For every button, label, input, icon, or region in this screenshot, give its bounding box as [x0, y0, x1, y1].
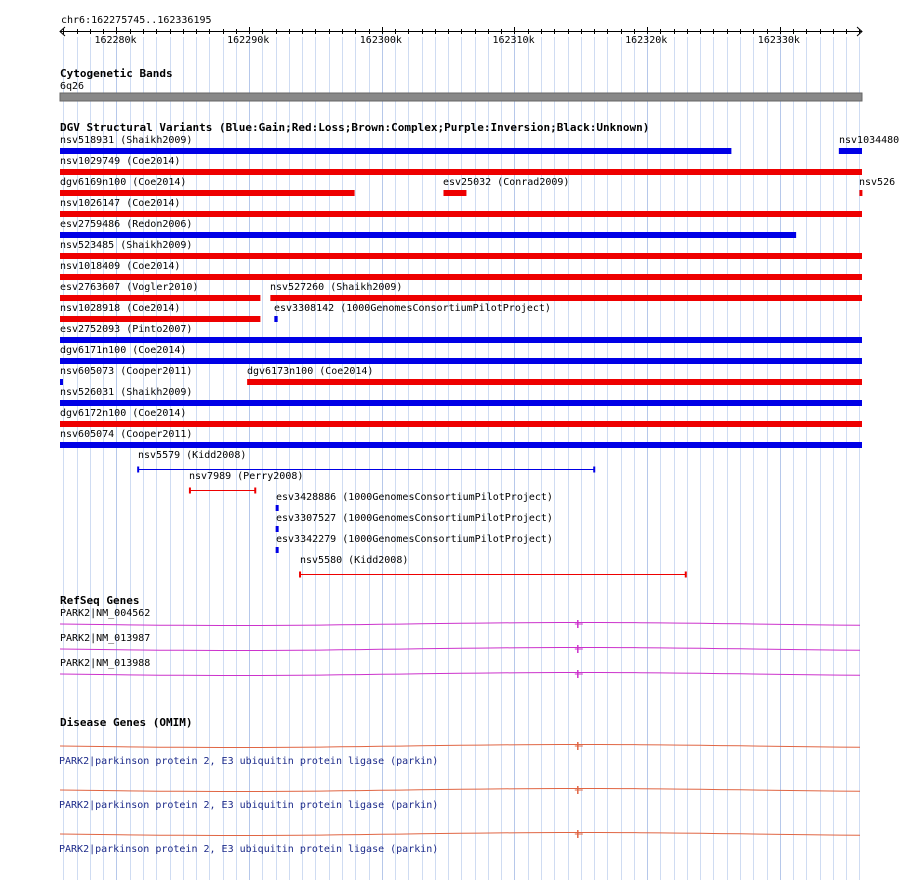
dgv-feature-label[interactable]: nsv1034480 [839, 135, 899, 146]
dgv-feature-label[interactable]: nsv527260 (Shaikh2009) [270, 282, 403, 293]
cytoband-label: 6q26 [60, 81, 85, 92]
dgv-feature-bar [60, 316, 260, 322]
dgv-feature-bar [189, 488, 255, 494]
dgv-feature-label[interactable]: nsv526031 (Shaikh2009) [60, 387, 193, 398]
exon-marker [575, 786, 583, 794]
dgv-feature-bar [859, 190, 862, 196]
exon-marker [575, 670, 583, 678]
ruler-tick-label: 162290k [227, 35, 270, 46]
omim-gene-line [60, 789, 860, 792]
dgv-feature-label[interactable]: nsv605074 (Cooper2011) [60, 429, 193, 440]
dgv-feature-label[interactable]: nsv1018409 (Coe2014) [60, 261, 181, 272]
refseq-gene-label[interactable]: PARK2|NM_004562 [60, 608, 151, 619]
exon-marker [575, 742, 583, 750]
dgv-feature-bar [60, 400, 862, 406]
ruler-tick-label: 162300k [359, 35, 402, 46]
dgv-feature-label[interactable]: esv3428886 (1000GenomesConsortiumPilotProject) [276, 492, 553, 503]
ruler-tick-label: 162330k [757, 35, 800, 46]
dgv-feature-bar [270, 295, 862, 301]
omim-gene-line [60, 833, 860, 836]
dgv-feature-bar [276, 505, 279, 511]
exon-marker [575, 830, 583, 838]
dgv-feature-label[interactable]: dgv6171n100 (Coe2014) [60, 345, 187, 356]
dgv-feature-label[interactable]: nsv5580 (Kidd2008) [300, 555, 409, 566]
dgv-feature-bar [60, 232, 796, 238]
dgv-feature-label[interactable]: dgv6173n100 (Coe2014) [247, 366, 374, 377]
refseq-gene-label[interactable]: PARK2|NM_013988 [60, 658, 151, 669]
refseq-gene-label[interactable]: PARK2|NM_013987 [60, 633, 151, 644]
dgv-feature-label[interactable]: esv2759486 (Redon2006) [60, 219, 193, 230]
omim-track-title: Disease Genes (OMIM) [60, 716, 193, 729]
refseq-gene-line [60, 623, 860, 626]
dgv-feature-bar [276, 526, 279, 532]
dgv-feature-bar [60, 421, 862, 427]
dgv-feature-bar [274, 316, 277, 322]
cytoband-bar [60, 93, 862, 101]
exon-marker [575, 620, 583, 628]
refseq-gene-line [60, 648, 860, 651]
dgv-feature-bar [60, 169, 862, 175]
dgv-feature-bar [60, 358, 862, 364]
dgv-feature-label[interactable]: nsv1029749 (Coe2014) [60, 156, 181, 167]
dgv-feature-label[interactable]: nsv7989 (Perry2008) [189, 471, 304, 482]
dgv-feature-label[interactable]: esv3307527 (1000GenomesConsortiumPilotProject) [276, 513, 553, 524]
exon-marker [575, 645, 583, 653]
dgv-feature-bar [60, 442, 862, 448]
dgv-feature-bar [247, 379, 862, 385]
dgv-feature-bar [839, 148, 862, 154]
dgv-feature-label[interactable]: nsv518931 (Shaikh2009) [60, 135, 193, 146]
dgv-feature-label[interactable]: dgv6172n100 (Coe2014) [60, 408, 187, 419]
dgv-feature-bar [138, 467, 595, 473]
dgv-feature-bar [60, 253, 862, 259]
dgv-feature-bar [60, 337, 862, 343]
dgv-feature-label[interactable]: nsv1026147 (Coe2014) [60, 198, 181, 209]
dgv-feature-label[interactable]: nsv1028918 (Coe2014) [60, 303, 181, 314]
refseq-gene-line [60, 673, 860, 676]
location-label: chr6:162275745..162336195 [61, 15, 212, 26]
dgv-feature-bar [60, 295, 260, 301]
dgv-feature-bar [443, 190, 466, 196]
dgv-feature-label[interactable]: dgv6169n100 (Coe2014) [60, 177, 187, 188]
dgv-feature-label[interactable]: esv3342279 (1000GenomesConsortiumPilotProject) [276, 534, 553, 545]
dgv-feature-bar [60, 211, 862, 217]
dgv-feature-label[interactable]: esv3308142 (1000GenomesConsortiumPilotProject) [274, 303, 551, 314]
ruler-tick-label: 162280k [94, 35, 137, 46]
dgv-feature-label[interactable]: esv25032 (Conrad2009) [443, 177, 570, 188]
ruler-tick-label: 162320k [625, 35, 668, 46]
dgv-feature-bar [60, 379, 63, 385]
dgv-feature-bar [60, 190, 355, 196]
dgv-feature-bar [60, 274, 862, 280]
ruler-tick-label: 162310k [492, 35, 535, 46]
dgv-track-title: DGV Structural Variants (Blue:Gain;Red:Loss;Brown:Complex;Purple:Inversion;Black:Unknown) [60, 121, 650, 134]
dgv-feature-label[interactable]: nsv526 [859, 177, 896, 188]
omim-gene-line [60, 745, 860, 748]
dgv-feature-bar [60, 148, 731, 154]
dgv-feature-bar [300, 572, 687, 578]
dgv-feature-label[interactable]: nsv5579 (Kidd2008) [138, 450, 247, 461]
dgv-feature-label[interactable]: esv2752093 (Pinto2007) [60, 324, 193, 335]
refseq-track-title: RefSeq Genes [60, 594, 140, 607]
dgv-feature-label[interactable]: nsv523485 (Shaikh2009) [60, 240, 193, 251]
omim-gene-label[interactable]: PARK2|parkinson protein 2, E3 ubiquitin protein ligase (parkin) [59, 844, 439, 855]
dgv-feature-label[interactable]: esv2763607 (Vogler2010) [60, 282, 199, 293]
dgv-feature-label[interactable]: nsv605073 (Cooper2011) [60, 366, 193, 377]
omim-gene-label[interactable]: PARK2|parkinson protein 2, E3 ubiquitin protein ligase (parkin) [59, 800, 439, 811]
dgv-feature-bar [276, 547, 279, 553]
cytoband-title: Cytogenetic Bands [60, 67, 173, 80]
omim-gene-label[interactable]: PARK2|parkinson protein 2, E3 ubiquitin protein ligase (parkin) [59, 756, 439, 767]
